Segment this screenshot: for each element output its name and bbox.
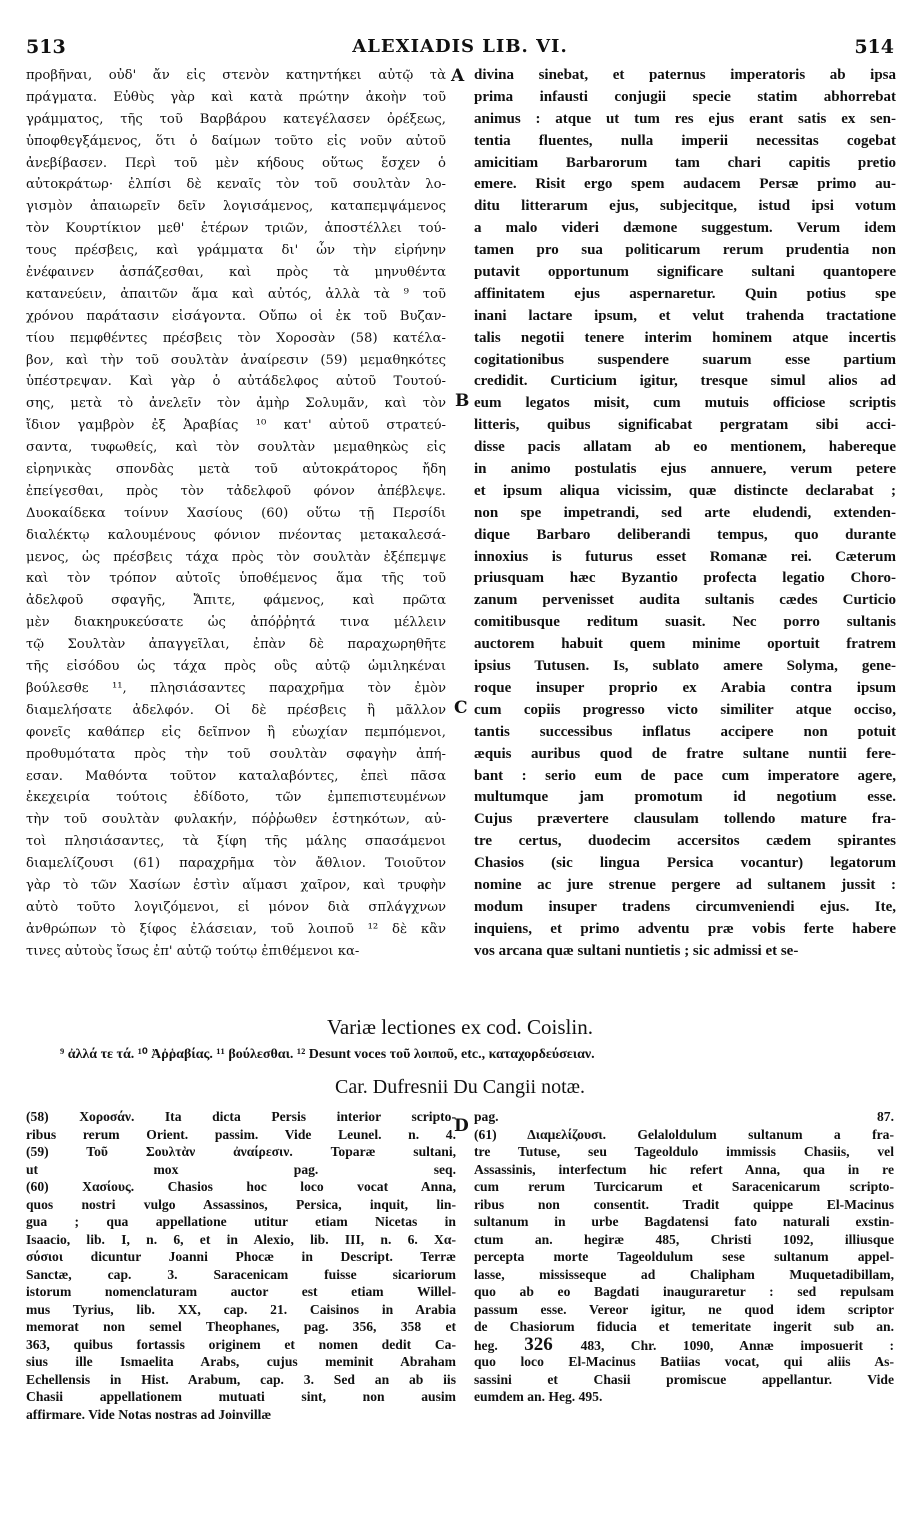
latin-text-line: inquiens, et primo adventu præ vobis ferte habere xyxy=(474,920,896,937)
note-line-right: eumdem an. Heg. 495. xyxy=(474,1389,603,1404)
note-line-left: Isaacio, lib. I, n. 6, et in Alexio, lib. III, n. 6. Χα- xyxy=(26,1231,456,1247)
latin-text-line: æquis auribus quod de fratre sultane nuntii fere- xyxy=(474,745,896,762)
latin-text-line: et ipsum aliqua vicissim, quæ distincte declarabat ; xyxy=(474,482,896,499)
latin-text-line: inani lactare ipsum, et velut trahenda tractatione xyxy=(474,307,896,324)
note-line-right-prefix: heg. xyxy=(474,1337,525,1353)
greek-text-line: σαντα, τυφωθείς, καὶ τὸν σουλτὰν μεμαθηκὼς εἰς xyxy=(26,440,446,456)
greek-text-line: τὴν τοῦ σουλτὰν φυλακήν, πόῤῥωθεν ἑστηκότων, αὐ- xyxy=(26,812,446,828)
note-line-right: quo loco El-Macinus Batiias vocat, qui aliis As- xyxy=(474,1354,894,1369)
greek-text-line: μενος, ὡς πρέσβεις τάχα πρὸς τὸν σουλτὰν ἐξέπεμψε xyxy=(26,549,446,565)
note-line-left: Echellensis in Hist. Arabum, cap. 3. Sed an ab iis xyxy=(26,1371,456,1387)
latin-text-line: disse pacis allatam ab eo mentionem, habereque xyxy=(474,439,896,456)
greek-text-line: κατανεύειν, ἀπαιτῶν ἅμα καὶ αὐτός, ἀλλὰ τὰ ⁹ τοῦ xyxy=(26,286,446,302)
variae-lectiones-line: ⁹ ἀλλά τε τά. ¹⁰ Ἀῤῥαβίας. ¹¹ βούλεσθαι. ¹² Desunt voces τοῦ λοιποῦ, etc., καταχορδεύσειαν. xyxy=(60,1047,595,1062)
greek-text-line: καὶ τὸν τρόπον αὐτοῖς ὑποθέμενος ἅμα τῆς τοῦ xyxy=(26,571,446,587)
note-line-right: ribus non consentit. Tradit quippe El-Macinus xyxy=(474,1196,894,1212)
greek-text-line: χρόνου παράτασιν εἰσάγοντα. Οὔπω οἱ ἐκ τοῦ Βυζαν- xyxy=(26,308,446,324)
latin-text-line: tentia fluentes, nulla imperii necessitas cogebat xyxy=(474,132,896,149)
notes-heading: Car. Dufresnii Du Cangii notæ. xyxy=(335,1076,585,1098)
greek-text-line: διαμελήσατε ἀδελφόν. Οἱ δὲ πρέσβεις ἢ μᾶλλον xyxy=(26,702,446,718)
latin-text-line: auctorem habuit quem minime oportuit fratrem xyxy=(474,636,896,653)
latin-text-line: divina sinebat, et paternus imperatoris ab ipsa xyxy=(474,67,896,83)
greek-text-line: ἀνεβίβασεν. Περὶ τοῦ μὲν κήδους οὕτως ἔσχεν ὁ xyxy=(26,155,446,171)
note-line-left: istorum nomenclaturam auctor est etiam Willel- xyxy=(26,1284,456,1299)
notes-left-column xyxy=(26,1108,456,1423)
variae-lectiones-heading: Variæ lectiones ex cod. Coislin. xyxy=(327,1015,593,1039)
greek-text-line: γράμματος, τῆς τοῦ Βαρβάρου κατεγέλασεν ὀρέξεως, xyxy=(26,111,446,127)
greek-text-line: αὐτὸ τοῦτο λογιζόμενοι, εἰ μόνον διὰ σπλάγχνων xyxy=(26,899,446,915)
latin-text-line: vos arcana quæ sultani nuntietis ; sic admissi et se- xyxy=(474,942,799,959)
greek-text-line: ἐνέφαινεν ἀσπάζεσθαι, καὶ πρὸς τὰ μηνυθέντα xyxy=(26,265,446,281)
note-line-left: σύσιοι dicuntur Joanni Phocæ in Descript. Terræ xyxy=(26,1249,456,1264)
note-line-right: passum esse. Vereor igitur, ne quod idem scriptor xyxy=(474,1301,894,1317)
greek-text-line: Δυοκαίδεκα τοίνυν Χασίους (60) οὕτω τῇ Περσίδι xyxy=(26,505,446,521)
folio-number: 326 xyxy=(524,1335,581,1353)
greek-text-line: τινες αὐτοὺς ἴσως ἐπ' αὐτῷ τούτῳ ἐπιθέμενοι κα- xyxy=(26,943,360,959)
greek-text-line: τῆς εἰσόδου ὡς τάχα πρὸς οὓς αὐτῷ ὡμιληκέναι xyxy=(26,659,446,675)
greek-text-line: ἀδελφοῦ σφαγῆς, Ἄπιτε, φάμενος, καὶ πρῶτα xyxy=(26,593,446,609)
note-line-left: (58) Χοροσάν. Ita dicta Persis interior scripto- xyxy=(26,1109,456,1124)
note-line-right: quo ab eo Bagdati inauguraretur : sed repulsam xyxy=(474,1284,894,1299)
latin-text-line: dique Barbaro deliberandi tempus, quo durante xyxy=(474,526,896,543)
greek-text-line: πράγματα. Εὐθὺς γὰρ καὶ κατὰ πρώτην ἀκοὴν τοῦ xyxy=(26,89,446,105)
latin-text-line: priusquam hæc Byzantio profecta legatio Choro- xyxy=(474,570,896,587)
latin-text-line: eum legatos misit, cum mutuis officiose scriptis xyxy=(474,395,896,412)
greek-text-line: διαμελίζουσι (61) παραχρῆμα τὸν ἄθλιον. Τοιοῦτον xyxy=(26,856,446,872)
note-line-left: gua ; qua appellatione utitur etiam Nicetas in xyxy=(26,1214,456,1229)
greek-text-line: ἀνθρώπων τὸ ξίφος ἐλάσειαν, τοῦ λοιποῦ ¹² δὲ κἂν xyxy=(26,921,446,937)
greek-text-line: αὐτοκράτωρ· ἐλπίσι δὲ κεναῖς τὸν τοῦ σουλτὰν λο- xyxy=(26,177,446,193)
greek-text-line: τοὶ πλησιάσαντες, τὰ ξίφη τῆς μάλης σπασάμενοι xyxy=(26,834,446,850)
note-line-right: sassini et Chasii promiscue appellantur. Vide xyxy=(474,1371,894,1387)
latin-text-line: tre certus, duodecim accersitos cædem spirantes xyxy=(474,833,896,850)
greek-text-line: βον, καὶ τὴν τοῦ σουλτὰν ἀναίρεσιν (59) μεμαθηκότες xyxy=(26,352,446,368)
margin-mark-b: B xyxy=(455,391,470,411)
note-line-left: (60) Χασίους. Chasios hoc loco vocat Anna, xyxy=(26,1179,456,1194)
note-line-left: 363, quibus fortassis originem et nomen dedit Ca- xyxy=(26,1336,456,1352)
greek-text-line: φονεῖς καθάπερ εἰς δεῖπνον ἢ εὐωχίαν πεμπόμενοι, xyxy=(26,724,446,740)
greek-text-line: εσαν. Μαθόντα τοῦτον καταλαβόντες, ἐπεὶ πᾶσα xyxy=(26,768,446,784)
note-line-right: sultanum in urbe Bagdatensi fato naturali exstin- xyxy=(474,1214,894,1229)
note-line-left: sius ille Ismaelita Arabs, cujus meminit Abraham xyxy=(26,1354,456,1369)
greek-text-column xyxy=(26,65,446,963)
latin-text-column xyxy=(474,65,896,963)
greek-text-line: τίου πεμφθέντες πρέσβεις τὸν Χοροσὰν (58) κατέλα- xyxy=(26,330,446,346)
greek-text-line: εἰρηνικὰς σπονδὰς μετὰ τοῦ αὐτοκράτορος ἤδη xyxy=(26,462,446,478)
latin-text-line: Cujus prævertere clausulam tollendo mature fra- xyxy=(474,811,896,828)
greek-text-line: προθυμότατα πρὸς τὴν τοῦ σουλτὰν σφαγὴν ἀπή- xyxy=(26,746,446,762)
page-number-right: 514 xyxy=(854,36,894,58)
latin-text-line: in animo postulatis ejus annuere, verum petere xyxy=(474,461,896,478)
latin-text-line: prima infausti conjugii specie statim abhorrebat xyxy=(474,88,896,105)
note-line-right xyxy=(474,1336,894,1354)
latin-text-line: comitibusque reditum suasit. Nec porro sultanis xyxy=(474,614,896,631)
greek-text-line: τὸν Κουρτίκιον μεθ' ἑτέρων τριῶν, ἀποστέλλει τού- xyxy=(26,221,446,237)
note-line-right: lasse, mississeque ad Chalipham Muquetadibillam, xyxy=(474,1266,894,1282)
latin-text-line: ditu litterarum ejus, subjecitque, istud ipsi votum xyxy=(474,198,896,215)
latin-text-line: putavit opportunum significare sultani quantopere xyxy=(474,264,896,281)
latin-text-line: cogitationibus suspendere suarum esse partium xyxy=(474,351,896,368)
note-line-left: Sanctæ, cap. 3. Saracenicam fuisse sicariorum xyxy=(26,1266,456,1282)
note-line-left: quos nostri vulgo Assassinos, Persica, inquit, lin- xyxy=(26,1196,456,1212)
note-line-left: ribus rerum Orient. passim. Vide Leunel. n. 4. xyxy=(26,1126,456,1142)
note-line-right: percepta morte Tageoldulum sese sultanum appel- xyxy=(474,1249,894,1264)
notes-right-column xyxy=(474,1108,894,1406)
latin-text-line: innoxius is futurus esset Romanæ rei. Cæterum xyxy=(474,548,896,565)
latin-text-line: ipsius Tutusen. Is, sublato amere Solyma, gene- xyxy=(474,658,896,675)
greek-text-line: βούλεσθε ¹¹, πλησιάσαντες παραχρῆμα τὸν ἐμὸν xyxy=(26,680,446,696)
latin-text-line: amicitiam Barbarorum tam chari capitis pretio xyxy=(474,154,896,171)
latin-text-line: zanum pervenisset audita sultanis cædes Curticio xyxy=(474,592,896,609)
note-line-right: tre Tutuse, seu Tageoldulo immissis Chasiis, vel xyxy=(474,1144,894,1159)
latin-text-line: talis negotii tenere interim hominem atque incertis xyxy=(474,329,896,346)
latin-text-line: cum copiis progresso victo similiter atque occiso, xyxy=(474,701,896,718)
latin-text-line: non spe impetrandi, sed arte eludendi, extenden- xyxy=(474,504,896,521)
latin-text-line: modum insuper tradens circumveniendi ejus. Ite, xyxy=(474,898,896,915)
greek-text-line: γισμὸν ἀπαιωρεῖν δεῖν λογισάμενος, καταπεμψάμενος xyxy=(26,199,446,215)
note-line-left: memorat non semel Theophanes, pag. 356, 358 et xyxy=(26,1319,456,1334)
greek-text-line: ἴδιον γαμβρὸν ἐξ Ἀραβίας ¹⁰ κατ' αὐτοῦ στρατεύ- xyxy=(26,418,446,434)
note-line-right: Assassinis, interfectum hic refert Anna, qua in re xyxy=(474,1161,894,1177)
greek-text-line: ἐπείγεσθαι, πρὸς τὸν τἀδελφοῦ φόνον ἀπέβλεψε. xyxy=(26,483,446,499)
latin-text-line: animus : atque ut tum res ejus erant satis ex sen- xyxy=(474,110,896,127)
latin-text-line: nomine ac jure strenue pergere ad sultanem jussit : xyxy=(474,876,896,893)
latin-text-line: Chasios (sic lingua Persica vocantur) legatorum xyxy=(474,855,896,872)
margin-mark-a: A xyxy=(451,66,465,86)
running-title: ALEXIADIS LIB. VI. xyxy=(352,36,568,57)
page-number-left: 513 xyxy=(26,36,66,58)
greek-text-line: γὰρ τὸ τῶν Χασίων ἐστὶν αἵμασι χαῖρον, καὶ τρυφὴν xyxy=(26,877,446,893)
note-line-right: (61) Διαμελίζουσι. Gelaloldulum sultanum a fra- xyxy=(474,1126,894,1142)
page-header xyxy=(26,36,894,62)
greek-text-line: τῷ Σουλτὰν ἀπαγγεῖλαι, ἐπὰν δὲ παραχωρηθῆτε xyxy=(26,637,446,653)
latin-text-line: a malo videri dæmone suggestum. Verum idem xyxy=(474,220,896,237)
note-line-left: affirmare. Vide Notas nostras ad Joinvillæ xyxy=(26,1406,272,1422)
note-line-right: pag. 87. xyxy=(474,1109,894,1124)
greek-text-line: διαλέκτῳ καλουμένους φόνιον πνέοντας μετακαλεσά- xyxy=(26,527,446,543)
note-line-right: cum rerum Turcicarum et Saracenicarum scripto- xyxy=(474,1179,894,1194)
note-line-left: mus Tyrius, lib. XX, cap. 21. Caisinos in Arabia xyxy=(26,1301,456,1317)
margin-mark-d: D xyxy=(454,1116,469,1136)
note-line-right: ctum an. hegiræ 485, Christi 1092, illiusque xyxy=(474,1231,894,1247)
note-line-right-rest: 483, Chr. 1090, Annæ imposuerit : xyxy=(580,1337,894,1353)
latin-text-line: tamen pro sua politicarum rerum prudentia non xyxy=(474,242,896,259)
note-line-left: Chasii appellationem mutuati sint, non ausim xyxy=(26,1389,456,1404)
note-line-right: de Chasiorum fiducia et temeritate ingerit sub an. xyxy=(474,1319,894,1334)
greek-text-line: σης, μετὰ τὸ ἀνελεῖν τὸν ἀμὴρ Σολυμᾶν, καὶ τὸν xyxy=(26,396,446,412)
margin-mark-c: C xyxy=(454,698,468,718)
greek-text-line: μὲν διακηρυκεύσατε ὡς ἀπόῤῥητά τινα μέλλειν xyxy=(26,615,446,631)
latin-text-line: credidit. Curticium igitur, tresque simul alios ad xyxy=(474,373,896,390)
latin-text-line: bant : serio eum de pace cum imperatore agere, xyxy=(474,767,896,784)
latin-text-line: tantis successibus inflatus accipere non potuit xyxy=(474,723,896,740)
greek-text-line: ὑπέστρεψαν. Καὶ γὰρ ὁ αὐτάδελφος αὐτοῦ Τουτού- xyxy=(26,374,446,390)
latin-text-line: roque insuper proprio ex Arabia contra ipsum xyxy=(474,679,896,696)
note-line-left: ut mox pag. seq. xyxy=(26,1161,456,1177)
latin-text-line: emere. Risit ergo spem audacem Persæ primo au- xyxy=(474,176,896,193)
greek-text-line: ὑποφθεγξάμενος, ὅτι ὁ δαίμων τοῦτο εἰς νοῦν αὐτοῦ xyxy=(26,133,446,149)
greek-text-line: τους πρέσβεις, καὶ γράμματα δι' ὧν τὴν εἰρήνην xyxy=(26,243,446,259)
latin-text-line: affinitatem ejus aspernaretur. Quin potius spe xyxy=(474,285,896,302)
latin-text-line: litteris, quibus significabat pergratam sibi acci- xyxy=(474,417,896,434)
latin-text-line: multumque jam promotum id negotium esse. xyxy=(474,789,896,806)
note-line-left: (59) Τοῦ Σουλτὰν ἀναίρεσιν. Toparæ sultani, xyxy=(26,1144,456,1159)
greek-text-line: προβῆναι, οὐδ' ἄν εἰς στενὸν κατηντήκει αὐτῷ τὰ xyxy=(26,68,446,83)
greek-text-line: ἐκεχειρία τούτοις ἐδίδοτο, τῶν ἐμπεπιστευμένων xyxy=(26,790,446,806)
